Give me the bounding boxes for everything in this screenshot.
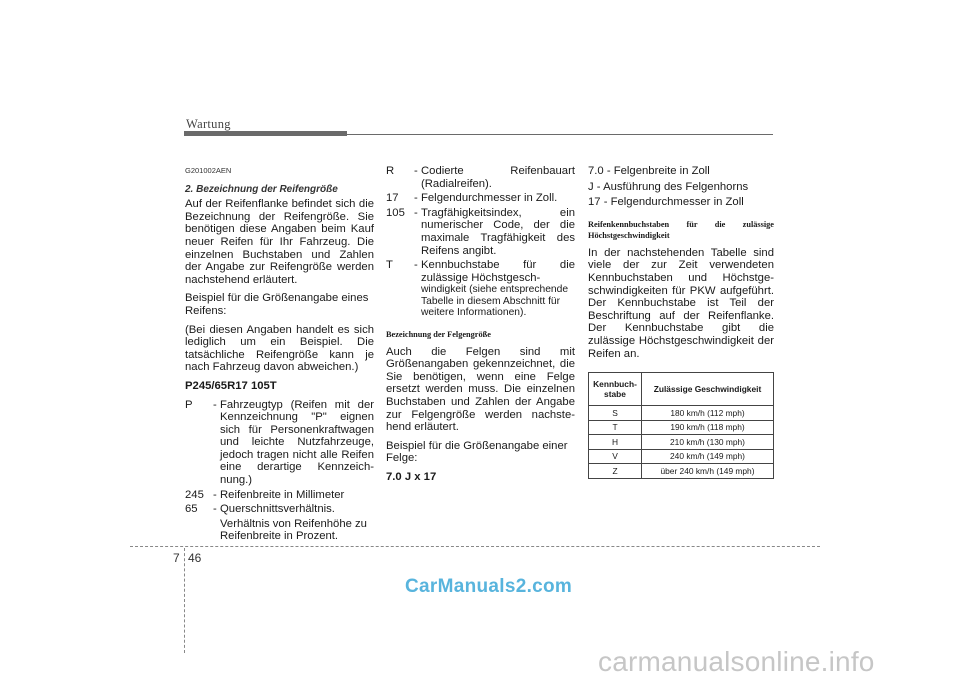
definition-dash: -	[414, 206, 418, 219]
header-bar	[184, 131, 347, 136]
definition-dash: -	[414, 259, 418, 272]
speed-code-note: windigkeit (siehe entsprechende Tabelle in diesem Abschnitt für weitere Informationen).	[421, 284, 569, 319]
table-header-cell: Kennbuch-stabe	[589, 373, 642, 406]
table-cell: V	[589, 449, 642, 464]
table-cell: über 240 km/h (149 mph)	[642, 464, 774, 479]
definition-row	[386, 259, 575, 284]
example-intro: Beispiel für die Größenangabe eines Reifens:	[185, 292, 369, 317]
definition-text: Querschnittsverhältnis.	[220, 503, 335, 516]
footer-rule	[130, 546, 820, 547]
definition-text: Reifenbreite in Millimeter	[220, 488, 345, 501]
definition-text: Kennbuchstabe für die zulässige Höchstgesch-	[421, 259, 575, 284]
tire-size-example: P245/65R17 105T	[185, 379, 277, 392]
definition-key: 245	[185, 488, 204, 501]
intro-paragraph: Auf der Reifenflanke befindet sich die Bezeichnung der Reifengröße. Sie benötigen diese Angaben beim Kauf neuer Reifen für Ihr Fahrzeug. Die einzelnen Buchstaben und Zahlen der Angabe zur Reifengröße werden nachstehend erläutert.	[185, 198, 374, 286]
table-cell: H	[589, 435, 642, 450]
table-row	[589, 449, 774, 464]
definition-key: R	[386, 165, 395, 177]
definition-dash: -	[213, 503, 217, 516]
table-cell: 180 km/h (112 mph)	[642, 406, 774, 421]
definition-key: P	[185, 398, 193, 411]
chapter-number: 7	[173, 551, 180, 565]
definition-text: Tragfähigkeitsindex, ein numerischer Code, der die maximale Tragfähigkeit des Reifens angibt.	[421, 206, 575, 257]
header-rule	[347, 134, 773, 135]
rim-code-line: 7.0 - Felgenbreite in Zoll	[588, 165, 710, 177]
left-column	[185, 165, 374, 549]
definition-dash: -	[414, 192, 418, 205]
right-column	[588, 165, 774, 366]
table-cell: 190 km/h (118 mph)	[642, 420, 774, 435]
speed-rating-heading: Reifenkennbuchstaben für die zulässige Höchstgeschwindigkeit	[588, 219, 774, 240]
definition-key: 17	[386, 192, 399, 205]
rim-paragraph: Auch die Felgen sind mit Größenangaben gekennzeichnet, die Sie benötigen, wenn eine Felge ersetzt werden muss. Die einzelnen Buchstaben und Zahlen der Angabe zur Felgengröße werden nachste-hend erläutert.	[386, 345, 575, 434]
definition-text: Fahrzeugtyp (Reifen mit der Kennzeichnung "P" eignen sich für Personenkraftwagen und leichte Nutzfahrzeuge, jedoch tragen nicht alle Reifen eine derartige Kennzeich-nung.)	[220, 398, 374, 487]
definition-row	[386, 207, 575, 257]
rim-code-line: 17 - Felgendurchmesser in Zoll	[588, 196, 744, 209]
speed-rating-paragraph: In der nachstehenden Tabelle sind viele der zur Zeit verwendeten Kennbuchstaben und Höchstge-schwindigkeiten für PKW aufgeführt. Der Kennbuchstabe ist Teil der Beschriftung auf der Reifenflanke. Der Kennbuchstabe gibt die zulässige Höchstgeschwindigkeit der Reifen an.	[588, 246, 774, 360]
definition-dash: -	[213, 398, 217, 411]
subsection-title: 2. Bezeichnung der Reifengröße	[185, 183, 338, 195]
rim-code-line: J - Ausführung des Felgenhorns	[588, 180, 749, 193]
section-title: Wartung	[186, 117, 231, 131]
table-header-cell: Zulässige Geschwindigkeit	[642, 373, 774, 406]
definition-row	[185, 503, 374, 516]
definition-text: Codierte Reifenbauart (Radialreifen).	[421, 165, 575, 190]
speed-rating-table	[588, 372, 774, 479]
table-cell: S	[589, 406, 642, 421]
definition-row	[386, 165, 575, 190]
definition-row	[386, 192, 575, 205]
section-code: G201002AEN	[185, 166, 232, 175]
definition-key: 105	[386, 206, 405, 219]
definition-dash: -	[414, 165, 418, 177]
table-cell: T	[589, 420, 642, 435]
definition-dash: -	[213, 488, 217, 501]
rim-heading: Bezeichnung der Felgengröße	[386, 329, 491, 339]
definition-key: 65	[185, 503, 198, 516]
ratio-note: Verhältnis von Reifenhöhe zu Reifenbreite in Prozent.	[220, 517, 367, 543]
definition-key: T	[386, 259, 393, 272]
definition-row	[185, 489, 374, 502]
table-header-row	[589, 373, 774, 406]
table-row	[589, 435, 774, 450]
watermark-bottom: carmanualsonline.info	[598, 646, 875, 677]
table-cell: Z	[589, 464, 642, 479]
table-row	[589, 420, 774, 435]
page-number: 46	[188, 551, 202, 565]
table-cell: 210 km/h (130 mph)	[642, 435, 774, 450]
watermark-top[interactable]: CarManuals2.com	[405, 576, 573, 597]
middle-column	[386, 165, 575, 490]
rim-size-example: 7.0 J x 17	[386, 470, 437, 483]
table-row	[589, 406, 774, 421]
table-cell: 240 km/h (149 mph)	[642, 449, 774, 464]
footer-divider	[184, 548, 185, 653]
definition-row	[185, 399, 374, 487]
definition-text: Felgendurchmesser in Zoll.	[421, 192, 558, 205]
rim-example-intro: Beispiel für die Größenangabe einer Felge:	[386, 439, 568, 465]
table-row	[589, 464, 774, 479]
disclaimer-paragraph: (Bei diesen Angaben handelt es sich lediglich um ein Beispiel. Die tatsächliche Reifengröße kann je nach Fahrzeug davon abweichen.)	[185, 323, 374, 374]
